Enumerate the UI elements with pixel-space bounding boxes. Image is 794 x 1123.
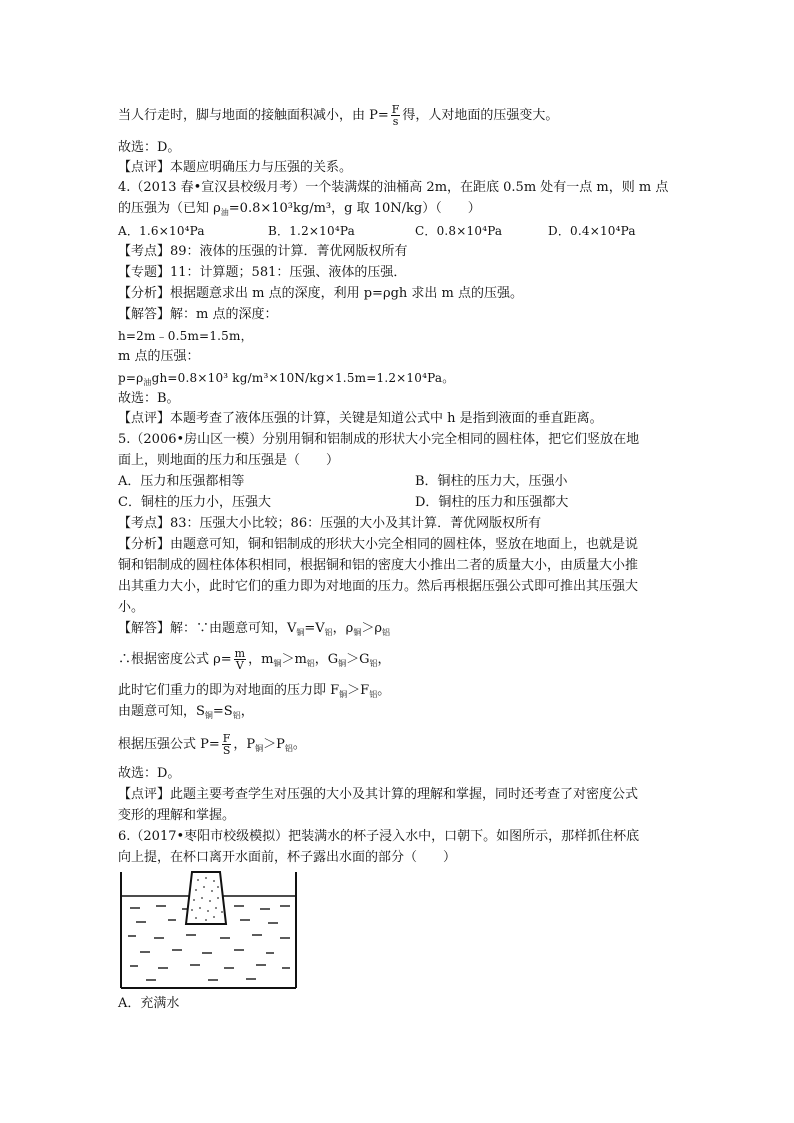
q5-fenxi-line2: 铜和铝制成的圆柱体体积相同，根据铜和铝的密度大小推出二者的质量大小，由质量大小推 [118, 558, 639, 573]
fraction-m-over-v: $\frac{m}{V}$ [234, 647, 246, 672]
q5-fenxi-line1: 【分析】由题意可知，铜和铝制成的形状大小完全相同的圆柱体，竖放在地面上，也就是说 [118, 537, 639, 552]
q6-stem-line1: 6.（2017•枣阳市校级模拟）把装满水的杯子浸入水中，口朝下。如图所示，那样抓住杯底 [118, 829, 640, 844]
q5-pressure-formula: 根据压强公式 P= $\frac{F}{S}$ ，$P_铜>P_铝$。 [118, 732, 306, 757]
q4-fenxi: 【分析】根据题意求出 m 点的深度，利用 p=ρgh 求出 m 点的压强。 [118, 286, 523, 301]
q4-option-d: D．0.4×10⁴Pa [548, 224, 636, 238]
q4-option-a: A．1.6×10⁴Pa [118, 224, 205, 238]
fraction-f-over-s: $\frac{F}{S}$ [222, 732, 231, 757]
q4-pressure-calc: $p=\rho_油gh=0.8\times 10^3$ kg/m³×10N/kg×1.5m=1.2×10⁴Pa。 [118, 371, 455, 387]
q5-option-b: B．铜柱的压力大，压强小 [415, 474, 568, 489]
q5-comment-line1: 【点评】此题主要考查学生对压强的大小及其计算的理解和掌握，同时还考查了对密度公式 [118, 787, 639, 802]
q5-area-line: 由题意可知，$S_铜=S_铝$， [118, 704, 254, 720]
q5-comment-line2: 变形的理解和掌握。 [118, 808, 236, 823]
q4-option-b: B．1.2×10⁴Pa [268, 224, 355, 238]
q6-option-a: A．充满水 [118, 996, 180, 1011]
q4-option-c: C．0.8×10⁴Pa [415, 224, 503, 238]
q5-stem-line1: 5.（2006•房山区一模）分别用铜和铝制成的形状大小完全相同的圆柱体，把它们竖放在地 [118, 432, 640, 447]
q4-jieda: 【解答】解：m 点的深度： [118, 307, 278, 322]
q5-density-formula: ∴根据密度公式 ρ= $\frac{m}{V}$ ，$m_铜>m_铝$，$G_铜>G_铝$， [118, 647, 391, 672]
q5-option-d: D．铜柱的压力和压强都大 [415, 495, 569, 510]
q5-jieda-line1: 【解答】解：∵由题意可知，$V_铜=V_铝$，$\rho_铜>\rho_铝$ [118, 621, 390, 637]
q5-answer: 故选：D。 [118, 766, 181, 781]
upside-down-cup [186, 872, 226, 924]
prev-comment: 【点评】本题应明确压力与压强的关系。 [118, 160, 353, 175]
q4-depth-calc: h=2m﹣0.5m=1.5m， [118, 329, 253, 343]
fraction-f-over-s: $\frac{F}{s}$ [391, 103, 400, 128]
q4-stem-line1: 4.（2013 春•宣汉县校级月考）一个装满煤的油桶高 2m，在距底 0.5m 处有一点 m，则 m 点 [118, 180, 669, 195]
prev-conclusion-line: 当人行走时，脚与地面的接触面积减小，由 P= $\frac{F}{s}$ 得，人对地面的压强变大。 [118, 103, 559, 128]
q5-stem-line2: 面上，则地面的压力和压强是（ ） [118, 453, 340, 468]
q6-stem-line2: 向上提，在杯口离开水面前，杯子露出水面的部分（ ） [118, 850, 457, 865]
q4-comment: 【点评】本题考查了液体压强的计算，关键是知道公式中 h 是指到液面的垂直距离。 [118, 411, 603, 426]
q5-gravity-line: 此时它们重力的即为对地面的压力即 $F_铜>F_铝$。 [118, 683, 391, 699]
q4-answer: 故选：B。 [118, 391, 180, 406]
q4-kaodian: 【考点】89：液体的压强的计算．菁优网版权所有 [118, 244, 408, 259]
q5-fenxi-line3: 出其重力大小，此时它们的重力即为对地面的压力。然后再根据压强公式即可推出其压强大 [118, 579, 639, 594]
q4-pressure-label: m 点的压强： [118, 349, 200, 364]
q4-stem-line2: 的压强为（已知 $\rho_油=0.8\times 10^3kg/m^3$，g 取 10N/kg）（ ） [118, 201, 481, 217]
cup-in-water-diagram [116, 868, 302, 992]
q5-option-c: C．铜柱的压力小，压强大 [118, 495, 271, 510]
prev-answer: 故选：D。 [118, 140, 181, 155]
q5-kaodian: 【考点】83：压强大小比较；86：压强的大小及其计算．菁优网版权所有 [118, 516, 542, 531]
q4-zhuanti: 【专题】11：计算题；581：压强、液体的压强． [118, 265, 407, 280]
q5-option-a: A．压力和压强都相等 [118, 474, 245, 489]
q5-fenxi-line4: 小。 [118, 600, 145, 615]
